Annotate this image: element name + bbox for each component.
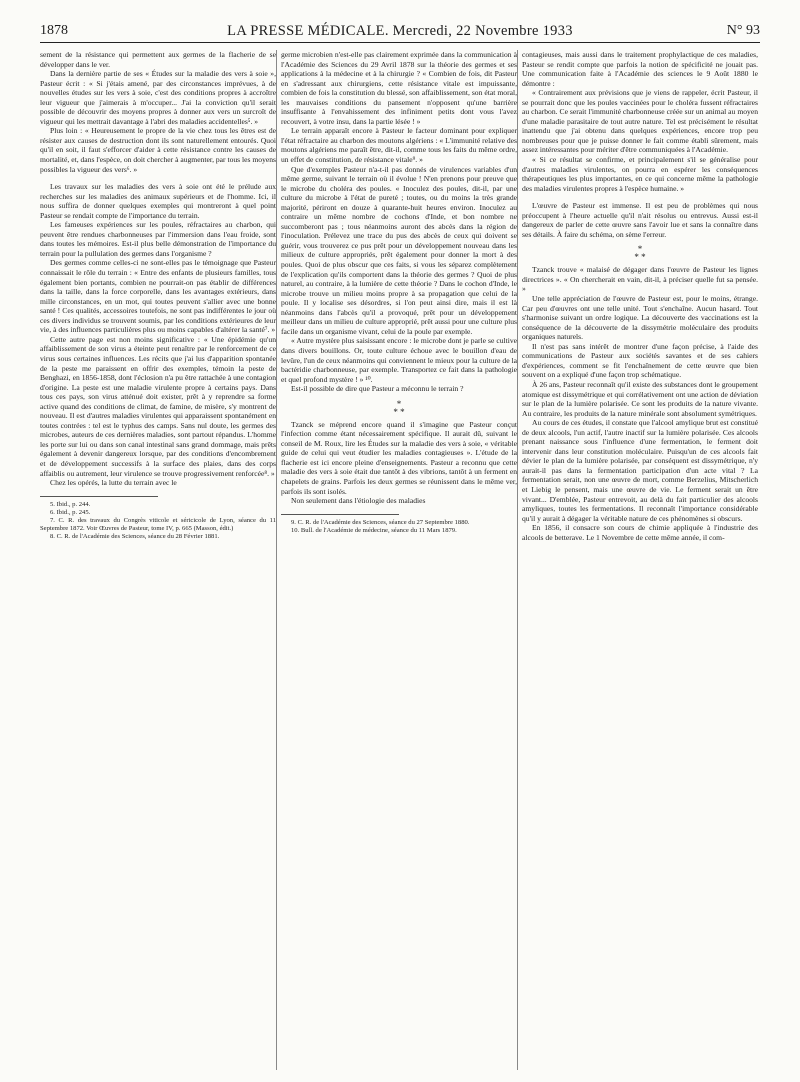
- paragraph: Plus loin : « Heureusement le propre de la vie chez tous les êtres est de résister aux causes de destruction dont ils sont naturellement entourés. Quoi qu'il en soit, il faut s'efforcer d'aider à cette résistance contre les causes de mortalité, et, dans l'espèce, on doit chercher à augmenter, par tous les moyens possibles la vigueur des vers⁶. »: [40, 126, 276, 174]
- paragraph: Tzanck se méprend encore quand il s'imagine que Pasteur conçut l'infection comme étant nécessairement spécifique. Il aurait dû, suivant le conseil de M. Roux, lire les Études sur la maladie des vers à soie, « véritable guide de celui qui veut étudier les maladies contagieuses ». L'étude de la flacherie est ici encore pleine d'enseignements. Pasteur a reconnu que cette maladie des vers à soie était due tantôt à des vibrions, tantôt à un ferment en chapelets de grains. Parfois les deux germes se réunissent dans le même ver, parfois ils sont isolés.: [281, 419, 517, 496]
- paragraph: Au cours de ces études, il constate que l'alcool amylique brut est constitué de deux alcools, l'un actif, l'autre inactif sur la lumière polarisée. Ces alcools prenant naissance sous l'influence d'une fermentation, le ferment doit intervenir dans leur constitution moléculaire. Puisqu'un de ces alcools fait dévier le plan de la lumière polarisée, par conséquent est dissymétrique, n'y aurait-il pas dans la fermentation participation d'un acte vital ? La fermentation serait, non une œuvre de mort, comme Berzelius, Mitscherlich et Liebig le pensent, mais une œuvre de vie. Le ferment serait un être vivant... D'emblée, Pasteur entrevoit, au delà du fait particulier des alcools amyliques, toutes les fermentations. Il reconnaît l'importance considérable qu'il y aurait à dégager la véritable nature de ces phénomènes si obscurs.: [522, 418, 758, 523]
- paragraph: Tzanck trouve « malaisé de dégager dans l'œuvre de Pasteur les lignes directrices ». « On chercherait en vain, dit-il, à préciser quelle fut sa pensée. »: [522, 265, 758, 294]
- column-1: [40, 50, 276, 1070]
- paragraph: Cette autre page est non moins significative : « Une épidémie qu'un affaiblissement de son virus a éteinte peut renaître par le renforcement de ce virus sous certaines influences. Les récits que j'ai lus d'apparition spontanée de la peste me paraissent en offrir des exemples, témoin la peste de Benghazi, en 1856-1858, dont l'éclosion n'a pu être rattachée à une contagion d'origine. La peste est une maladie virulente propre à certains pays. Dans tous ces pays, son virus atténué doit exister, prêt à y reprendre sa forme active quand des conditions de climat, de famine, de misère, s'y montrent de nouveau. Il est d'autres maladies virulentes qui apparaissent spontanément en toutes contrées : tel est le typhus des camps. Sans nul doute, les germes des microbes, auteurs de ces dernières maladies, sont partout répandus. L'homme les porte sur lui ou dans son canal intestinal sans grand dommage, mais prêts également à devenir dangereux lorsque, par des conditions d'encombrement et de développement successifs à la surface des plaies, dans des corps affaiblis ou autrement, leur virulence se trouve progressivement renforcée⁸. »: [40, 334, 276, 478]
- issue-number: N° 93: [726, 23, 760, 38]
- journal-title: LA PRESSE MÉDICALE. Mercredi, 22 Novembre 1933: [227, 22, 573, 39]
- footnote: 9. C. R. de l'Académie des Sciences, séance du 27 Septembre 1880.: [291, 518, 470, 526]
- footnote-rule: [40, 496, 158, 497]
- paragraph: germe microbien n'est-elle pas clairement exprimée dans la communication à l'Académie des Sciences du 29 Avril 1878 sur la théorie des germes et ses applications à la médecine et à la chirurgie ? « Combien de fois, dit Pasteur en s'adressant aux chirurgiens, cette résistance vitale est impuissante, combien de fois la constitution du blessé, son affaiblissement, son état moral, les mauvaises conditions du pansement n'opposent qu'une barrière insuffisante à l'envahissement des infiniment petits dont vous l'avez recouvert, à votre insu, dans la partie lésée ! »: [281, 50, 517, 126]
- paragraph: Les travaux sur les maladies des vers à soie ont été le prélude aux recherches sur les maladies des animaux supérieurs et de l'homme. Ici, il nous suffira de donner quelques exemples qui montreront à quel point Pasteur se rendait compte de l'importance du terrain.: [40, 182, 276, 220]
- paragraph: « Contrairement aux prévisions que je viens de rappeler, écrit Pasteur, il se pourrait donc que les poules vaccinées pour le choléra fussent réfractaires au charbon. Ce serait l'immunité charbonneuse créée sur un animal au moyen d'une maladie parasitaire de tout autre nature. Tel est précisément le résultat inattendu que j'ai obtenu dans quelques expériences, encore trop peu nombreuses pour que je puisse donner le fait comme établi sûrement, mais assez intéressantes pour mériter d'être communiquées à l'Académie.: [522, 88, 758, 155]
- paragraph: En 1856, il consacre son cours de chimie appliquée à l'industrie des alcools de betterave. Le 1 Novembre de cette même année, il com-: [522, 523, 758, 542]
- footnote: 7. C. R. des travaux du Congrès viticole et séricicole de Lyon, séance du 11 Septembre 1872. Voir Œuvres de Pasteur, tome IV, p. 665 (Masson, édit.): [40, 516, 276, 532]
- paragraph: Chez les opérés, la lutte du terrain avec le: [50, 478, 177, 488]
- paragraph: À 26 ans, Pasteur reconnaît qu'il existe des substances dont le groupement atomique est dissymétrique et qui corrélativement ont une action de déviation sur le plan de la lumière polarisée. Ce sont les produits de la nature vivante. Au contraire, les produits de la nature minérale sont absolument symétriques.: [522, 379, 758, 418]
- column-divider: [276, 50, 277, 1070]
- paragraph: Il n'est pas sans intérêt de montrer d'une façon précise, à l'aide des communications de Pasteur aux sociétés savantes et de ses cahiers d'expériences, comment se fit l'enchaînement de cette œuvre que bien souvent on a expliqué d'une façon trop schématique.: [522, 341, 758, 380]
- paragraph: Non seulement dans l'étiologie des maladies: [291, 496, 426, 506]
- page-header: [40, 20, 760, 43]
- paragraph: contagieuses, mais aussi dans le traitement prophylactique de ces maladies, Pasteur se rendit compte que parfois la notion de spécificité ne jouait pas. Une communication faite à l'Académie des sciences le 9 Août 1880 le démontre :: [522, 50, 758, 88]
- paragraph: Est-il possible de dire que Pasteur a méconnu le terrain ?: [291, 384, 464, 394]
- paragraph: Le terrain apparaît encore à Pasteur le facteur dominant pour expliquer l'état réfractaire au charbon des moutons algériens : « L'immunité relative des moutons algériens me paraît être, dit-il, comme tous les faits du même ordre, un effet de constitution, de résistance vitale⁹. »: [281, 126, 517, 165]
- footnote: 8. C. R. de l'Académie des Sciences, séance du 28 Février 1881.: [50, 532, 220, 540]
- footnote: 5. Ibid., p. 244.: [50, 500, 91, 508]
- paragraph: Des germes comme celles-ci ne sont-elles pas le témoignage que Pasteur connaissait le rôle du terrain : « Entre des enfants de plusieurs familles, tous également bien portants, combien ne pourrait-on pas établir de différences dans la taille, dans la force corporelle, dans les avantages extérieurs, dans mille circonstances, en un mot, qui toutes peuvent s'allier avec une bonne santé ! Ces qualités, accessoires toutefois, ne sont pas indifférentes le jour où ces divers individus se trouvent soumis, par les conditions extérieures de leur vie, à des influences particulières plus ou moins capables d'altérer la santé⁷. »: [40, 258, 276, 335]
- footnote: 10. Bull. de l'Académie de médecine, séance du 11 Mars 1879.: [291, 526, 457, 534]
- paragraph: « Autre mystère plus saisissant encore : le microbe dont je parle se cultive dans divers bouillons. Or, toute culture échoue avec le bouillon d'eau de levûre, l'un de ceux néanmoins qui conviennent le mieux pour la culture de la bactéridie charbonneuse, par exemple. Transportez ce fait dans la pathologie et quel profond mystère ! » ¹⁰.: [281, 336, 517, 384]
- section-separator: * * *: [393, 398, 405, 417]
- paragraph: Que d'exemples Pasteur n'a-t-il pas donnés de virulences variables d'un même germe, suivant le terrain où il évolue ! N'en prenons pour preuve que le microbe du choléra des poules. « Inoculez des poules, dit-il, par une culture du microbe à l'état de pureté ; toutes, ou du moins la très grande majorité, périront en douze à quarante-huit heures environ. Inoculez au contraire un même nombre de cochons d'Inde, et bon nombre ne succomberont pas ; tous néanmoins auront des abcès dans la région de l'inoculation. Prélevez une trace du pus des abcès de ceux qui doivent se guérir, vous trouverez ce pus prêt pour un développement nouveau dans les milieux de culture appropriés, prêt également pour donner la mort à des poules. Quoi de plus obscur que ces faits, si vous les séparez complètement de l'explication qu'ils comportent dans la théorie des germes ? Quoi de plus naturel, au contraire, à la lumière de cette théorie ? Dans le cochon d'Inde, le microbe trouve un milieu moins propre à sa propagation que celui de la poule. Il y localise ses désordres, si l'on peut ainsi dire, mais il est là néanmoins dans l'abcès qu'il a provoqué, prêt pour un développement meilleur dans un milieu de culture approprié, prêt aussi pour une culture plus facile dans un organisme vivant, celui de la poule par exemple.: [281, 164, 517, 336]
- paragraph: L'œuvre de Pasteur est immense. Il est peu de problèmes qui nous préoccupent à l'heure actuelle qu'il n'ait résolus ou entrevus. Aussi est-il dangereux de parler de cette œuvre sans l'avoir lue et sans la connaître dans ses détails. À faire du schéma, on sème l'erreur.: [522, 201, 758, 239]
- footnote-rule: [281, 514, 399, 515]
- column-divider: [517, 50, 518, 1070]
- paragraph: Les fameuses expériences sur les poules, réfractaires au charbon, qui peuvent être rendues charbonneuses par l'immersion dans l'eau froide, sont dans toutes les mémoires. Est-il plus belle démonstration de l'importance du terrain pour la pullulation des germes dans l'organisme ?: [40, 220, 276, 258]
- column-3: [522, 50, 758, 1070]
- section-separator: * * *: [634, 244, 646, 263]
- column-2: [281, 50, 517, 1070]
- footnote: 6. Ibid., p. 245.: [50, 508, 91, 516]
- paragraph: sement de la résistance qui permettent aux germes de la flacherie de se développer dans le ver.: [40, 50, 276, 69]
- page-number: 1878: [40, 23, 68, 38]
- paragraph: Dans la dernière partie de ses « Études sur la maladie des vers à soie », Pasteur écrit : « Si j'étais amené, par des circonstances imprévues, à de nouvelles études sur les vers à soie, c'est des conditions propres à accroître leur vigueur que j'aimerais à m'occuper... J'ai la conviction qu'il serait possible de découvrir des moyens propres à donner aux vers un surcroît de vigueur qui les mettrait davantage à l'abri des maladies accidentelles⁵. »: [40, 69, 276, 126]
- paragraph: Une telle appréciation de l'œuvre de Pasteur est, pour le moins, étrange. Car peu d'œuvres ont une telle unité. Tout s'enchaîne. Aucun hasard. Tout s'harmonise suivant un ordre logique. La découverte des vaccinations est la conséquence de la découverte de la dissymétrie moléculaire des produits organiques naturels.: [522, 294, 758, 342]
- paragraph: « Si ce résultat se confirme, et principalement s'il se généralise pour d'autres maladies virulentes, on pourra en espérer les conséquences thérapeutiques les plus importantes, en ce qui concerne même la pathologie des maladies virulentes propres à l'espèce humaine. »: [522, 155, 758, 193]
